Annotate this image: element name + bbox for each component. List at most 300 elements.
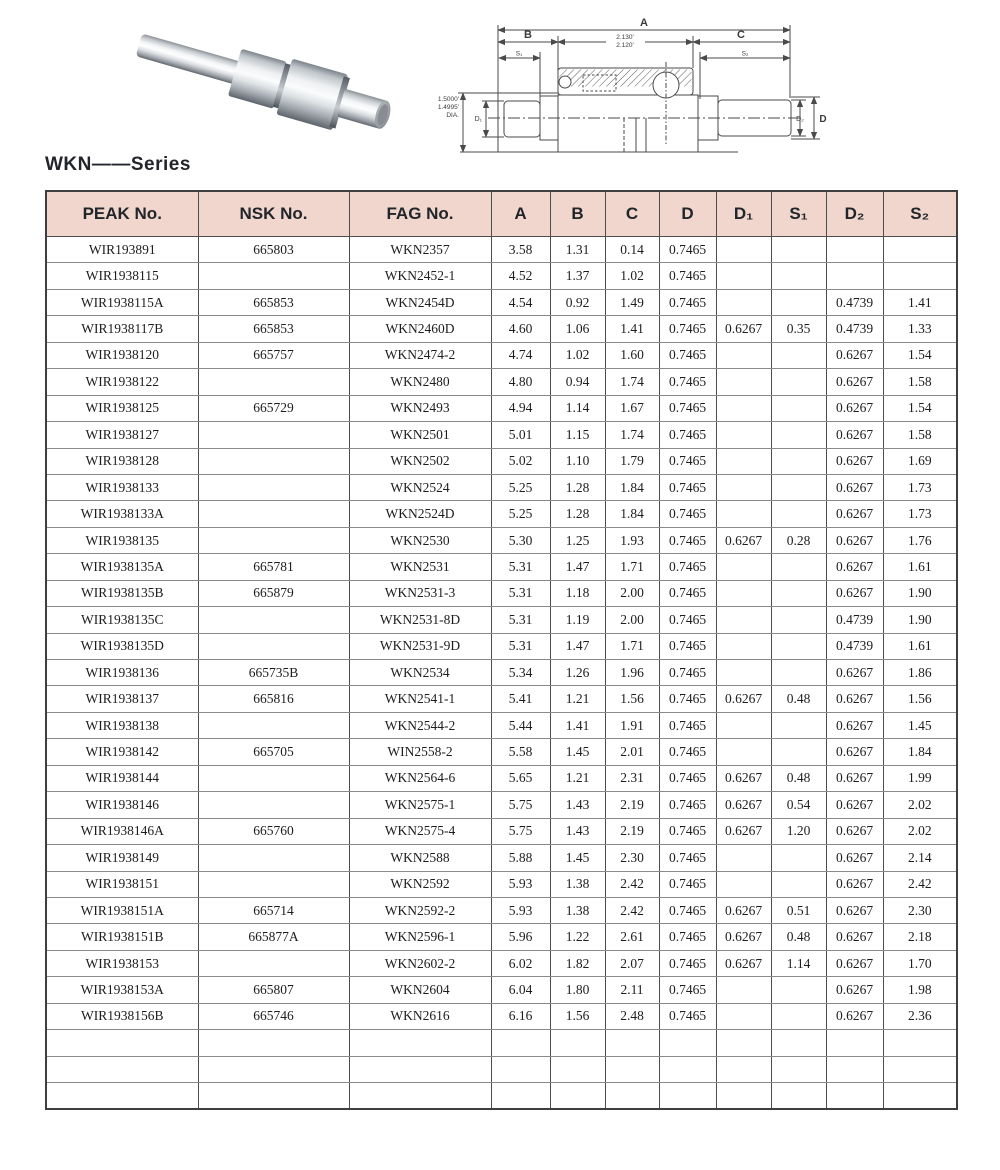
- table-cell: 665781: [198, 554, 349, 580]
- table-cell: [883, 263, 957, 289]
- table-cell: [883, 1056, 957, 1082]
- table-cell: 1.45: [883, 712, 957, 738]
- table-cell: 0.7465: [659, 289, 716, 315]
- table-cell: 1.41: [550, 712, 605, 738]
- table-cell: 0.7465: [659, 501, 716, 527]
- table-cell: [771, 1030, 826, 1056]
- table-cell: 0.6267: [826, 660, 883, 686]
- table-cell: WKN2531-3: [349, 580, 491, 606]
- table-cell: 665879: [198, 580, 349, 606]
- table-cell: 2.14: [883, 845, 957, 871]
- table-cell: [716, 501, 771, 527]
- label-D2: D₂: [796, 116, 804, 123]
- column-header: D₂: [826, 191, 883, 237]
- table-cell: 0.7465: [659, 395, 716, 421]
- table-cell: [771, 1003, 826, 1029]
- ball-small: [559, 76, 571, 88]
- table-cell: [771, 712, 826, 738]
- table-row: [46, 686, 957, 712]
- table-cell: [716, 448, 771, 474]
- table-cell: 0.6267: [716, 686, 771, 712]
- table-cell: WKN2592: [349, 871, 491, 897]
- table-cell: 1.21: [550, 765, 605, 791]
- table-cell: [198, 474, 349, 500]
- table-cell: 0.7465: [659, 342, 716, 368]
- table-cell: 5.41: [491, 686, 550, 712]
- table-cell: 1.61: [883, 554, 957, 580]
- table-cell: [716, 580, 771, 606]
- table-cell: 4.54: [491, 289, 550, 315]
- column-header: B: [550, 191, 605, 237]
- table-cell: 1.49: [605, 289, 659, 315]
- table-cell: 5.93: [491, 897, 550, 923]
- table-row: [46, 289, 957, 315]
- product-photo: [125, 8, 400, 153]
- label-S1: S₁: [515, 50, 523, 58]
- table-cell: 4.52: [491, 263, 550, 289]
- table-cell: 1.15: [550, 422, 605, 448]
- table-cell: 1.02: [550, 342, 605, 368]
- table-cell: 1.26: [550, 660, 605, 686]
- column-header: D: [659, 191, 716, 237]
- table-cell: 0.7465: [659, 686, 716, 712]
- table-cell: [826, 1083, 883, 1110]
- table-cell: 1.45: [550, 739, 605, 765]
- table-cell: 0.7465: [659, 712, 716, 738]
- table-cell: 1.82: [550, 950, 605, 976]
- table-cell: 1.99: [883, 765, 957, 791]
- table-cell: [659, 1030, 716, 1056]
- table-cell: [716, 633, 771, 659]
- table-cell: 1.56: [883, 686, 957, 712]
- table-cell: 1.18: [550, 580, 605, 606]
- table-cell: [883, 1083, 957, 1110]
- table-cell: WIR1938151: [46, 871, 198, 897]
- table-row: [46, 1030, 957, 1056]
- table-cell: 5.31: [491, 607, 550, 633]
- table-cell: WKN2564-6: [349, 765, 491, 791]
- table-cell: [198, 633, 349, 659]
- table-cell: [771, 289, 826, 315]
- table-cell: [771, 1083, 826, 1110]
- table-cell: [771, 369, 826, 395]
- table-cell: 0.6267: [826, 342, 883, 368]
- table-cell: 0.7465: [659, 369, 716, 395]
- table-cell: 665853: [198, 316, 349, 342]
- table-cell: [716, 1056, 771, 1082]
- table-cell: 665803: [198, 237, 349, 263]
- table-cell: [716, 977, 771, 1003]
- table-cell: 1.47: [550, 554, 605, 580]
- table-cell: 0.7465: [659, 897, 716, 923]
- table-cell: WIN2558-2: [349, 739, 491, 765]
- table-cell: [771, 501, 826, 527]
- table-cell: 0.4739: [826, 289, 883, 315]
- table-cell: 1.58: [883, 422, 957, 448]
- table-cell: WIR1938117B: [46, 316, 198, 342]
- table-cell: WIR1938135D: [46, 633, 198, 659]
- table-cell: 0.6267: [826, 818, 883, 844]
- table-cell: 2.42: [883, 871, 957, 897]
- table-row: [46, 501, 957, 527]
- table-cell: WIR1938128: [46, 448, 198, 474]
- table-cell: 0.7465: [659, 633, 716, 659]
- table-cell: 0.6267: [826, 924, 883, 950]
- table-cell: [491, 1030, 550, 1056]
- table-cell: 1.22: [550, 924, 605, 950]
- table-cell: 0.6267: [826, 527, 883, 553]
- table-cell: [716, 422, 771, 448]
- label-S2: S₂: [741, 50, 749, 58]
- table-row: [46, 765, 957, 791]
- table-cell: [659, 1083, 716, 1110]
- table-cell: [198, 792, 349, 818]
- table-cell: [716, 660, 771, 686]
- table-cell: WKN2596-1: [349, 924, 491, 950]
- table-cell: 0.35: [771, 316, 826, 342]
- label-B: B: [524, 29, 532, 41]
- table-cell: WIR1938135C: [46, 607, 198, 633]
- table-cell: [771, 845, 826, 871]
- table-cell: WKN2575-4: [349, 818, 491, 844]
- table-cell: 0.7465: [659, 765, 716, 791]
- table-cell: 1.84: [605, 501, 659, 527]
- table-cell: WIR1938135B: [46, 580, 198, 606]
- table-cell: 0.7465: [659, 1003, 716, 1029]
- table-cell: [659, 1056, 716, 1082]
- dimension-drawing: [438, 0, 1000, 162]
- table-cell: 1.61: [883, 633, 957, 659]
- table-cell: 1.33: [883, 316, 957, 342]
- table-cell: 665757: [198, 342, 349, 368]
- table-cell: [771, 580, 826, 606]
- table-cell: 1.47: [550, 633, 605, 659]
- label-D: D: [819, 114, 827, 125]
- table-cell: 0.6267: [826, 395, 883, 421]
- table-cell: 0.54: [771, 792, 826, 818]
- table-cell: WKN2357: [349, 237, 491, 263]
- table-cell: 0.4739: [826, 316, 883, 342]
- table-cell: 0.6267: [826, 845, 883, 871]
- table-cell: 5.44: [491, 712, 550, 738]
- column-header: D₁: [716, 191, 771, 237]
- table-cell: [826, 237, 883, 263]
- table-cell: 1.96: [605, 660, 659, 686]
- table-cell: 0.4739: [826, 607, 883, 633]
- table-cell: 2.19: [605, 818, 659, 844]
- table-cell: 0.7465: [659, 607, 716, 633]
- table-cell: [771, 633, 826, 659]
- table-cell: 0.6267: [826, 448, 883, 474]
- table-cell: [46, 1030, 198, 1056]
- table-cell: 2.19: [605, 792, 659, 818]
- table-cell: 0.28: [771, 527, 826, 553]
- table-cell: 2.02: [883, 792, 957, 818]
- label-center-dim-bottom: 2.120': [616, 42, 634, 49]
- table-row: [46, 1003, 957, 1029]
- table-cell: 1.41: [605, 316, 659, 342]
- table-cell: 1.73: [883, 474, 957, 500]
- table-cell: 2.42: [605, 897, 659, 923]
- table-cell: WIR1938135: [46, 527, 198, 553]
- table-cell: 1.19: [550, 607, 605, 633]
- table-cell: 0.4739: [826, 633, 883, 659]
- table-cell: [349, 1056, 491, 1082]
- table-cell: 0.14: [605, 237, 659, 263]
- table-cell: 0.7465: [659, 818, 716, 844]
- table-cell: 665807: [198, 977, 349, 1003]
- table-cell: [550, 1083, 605, 1110]
- table-cell: [826, 1056, 883, 1082]
- spec-table: [45, 190, 958, 1110]
- table-cell: [716, 237, 771, 263]
- table-cell: 5.96: [491, 924, 550, 950]
- table-cell: 0.7465: [659, 474, 716, 500]
- table-cell: 0.6267: [826, 501, 883, 527]
- table-cell: WIR1938156B: [46, 1003, 198, 1029]
- table-cell: WKN2604: [349, 977, 491, 1003]
- table-cell: 1.14: [771, 950, 826, 976]
- table-cell: 5.65: [491, 765, 550, 791]
- table-cell: [771, 474, 826, 500]
- table-cell: [826, 1030, 883, 1056]
- table-cell: [716, 845, 771, 871]
- table-row: [46, 263, 957, 289]
- table-row: [46, 474, 957, 500]
- table-cell: [198, 712, 349, 738]
- column-header: FAG No.: [349, 191, 491, 237]
- table-row: [46, 342, 957, 368]
- table-cell: 665877A: [198, 924, 349, 950]
- table-cell: [198, 950, 349, 976]
- table-cell: 2.31: [605, 765, 659, 791]
- table-cell: 2.42: [605, 871, 659, 897]
- table-cell: WIR1938149: [46, 845, 198, 871]
- table-cell: WIR1938146: [46, 792, 198, 818]
- table-cell: 0.94: [550, 369, 605, 395]
- column-header: PEAK No.: [46, 191, 198, 237]
- table-cell: WIR1938153: [46, 950, 198, 976]
- table-cell: 0.6267: [826, 554, 883, 580]
- table-row: [46, 237, 957, 263]
- table-cell: 5.93: [491, 871, 550, 897]
- table-cell: [349, 1030, 491, 1056]
- technical-diagram: [438, 0, 1000, 162]
- table-cell: 665853: [198, 289, 349, 315]
- table-cell: [198, 369, 349, 395]
- table-cell: 1.90: [883, 607, 957, 633]
- table-cell: 2.00: [605, 607, 659, 633]
- table-cell: WKN2544-2: [349, 712, 491, 738]
- table-cell: [46, 1056, 198, 1082]
- table-cell: WIR1938138: [46, 712, 198, 738]
- table-cell: WKN2480: [349, 369, 491, 395]
- table-cell: [198, 501, 349, 527]
- table-cell: 0.6267: [826, 871, 883, 897]
- table-cell: [771, 237, 826, 263]
- table-cell: 0.6267: [826, 474, 883, 500]
- table-cell: 0.6267: [826, 422, 883, 448]
- table-cell: 0.6267: [716, 897, 771, 923]
- table-cell: 665760: [198, 818, 349, 844]
- table-cell: 0.6267: [826, 977, 883, 1003]
- table-cell: 1.70: [883, 950, 957, 976]
- shaft-left-end: [504, 101, 540, 137]
- table-cell: 1.02: [605, 263, 659, 289]
- table-cell: [716, 1003, 771, 1029]
- table-cell: WKN2616: [349, 1003, 491, 1029]
- table-cell: WKN2531: [349, 554, 491, 580]
- table-cell: 0.6267: [826, 739, 883, 765]
- table-row: [46, 395, 957, 421]
- table-cell: [605, 1083, 659, 1110]
- table-cell: 1.28: [550, 474, 605, 500]
- table-cell: [716, 289, 771, 315]
- table-cell: 1.60: [605, 342, 659, 368]
- table-cell: 1.31: [550, 237, 605, 263]
- table-cell: WIR1938135A: [46, 554, 198, 580]
- table-cell: 5.75: [491, 818, 550, 844]
- table-cell: [716, 369, 771, 395]
- table-cell: 0.6267: [716, 818, 771, 844]
- table-cell: 1.91: [605, 712, 659, 738]
- table-cell: 0.48: [771, 686, 826, 712]
- table-cell: 1.14: [550, 395, 605, 421]
- table-cell: 0.48: [771, 765, 826, 791]
- column-header: S₁: [771, 191, 826, 237]
- column-header: A: [491, 191, 550, 237]
- table-cell: WKN2502: [349, 448, 491, 474]
- table-cell: 2.02: [883, 818, 957, 844]
- table-cell: 0.7465: [659, 448, 716, 474]
- table-cell: WIR1938151A: [46, 897, 198, 923]
- table-cell: [771, 1056, 826, 1082]
- table-row: [46, 660, 957, 686]
- table-cell: WKN2530: [349, 527, 491, 553]
- table-cell: 1.71: [605, 633, 659, 659]
- table-row: [46, 871, 957, 897]
- table-cell: 0.7465: [659, 660, 716, 686]
- table-cell: 1.67: [605, 395, 659, 421]
- table-row: [46, 977, 957, 1003]
- table-cell: 0.6267: [826, 712, 883, 738]
- table-cell: 1.80: [550, 977, 605, 1003]
- table-cell: [883, 237, 957, 263]
- table-cell: 2.36: [883, 1003, 957, 1029]
- table-cell: [349, 1083, 491, 1110]
- page-title: WKN——Series: [45, 154, 191, 175]
- table-cell: 1.98: [883, 977, 957, 1003]
- table-cell: WIR1938125: [46, 395, 198, 421]
- table-cell: WKN2493: [349, 395, 491, 421]
- table-cell: [198, 448, 349, 474]
- table-cell: WIR1938151B: [46, 924, 198, 950]
- table-cell: 0.92: [550, 289, 605, 315]
- table-cell: 2.30: [605, 845, 659, 871]
- table-row: [46, 845, 957, 871]
- table-cell: [716, 342, 771, 368]
- table-cell: 0.7465: [659, 263, 716, 289]
- table-cell: 1.25: [550, 527, 605, 553]
- table-row: [46, 316, 957, 342]
- table-cell: WKN2501: [349, 422, 491, 448]
- table-cell: 4.94: [491, 395, 550, 421]
- label-dia-3: DIA.: [446, 112, 459, 119]
- table-cell: 0.7465: [659, 316, 716, 342]
- table-cell: WIR193891: [46, 237, 198, 263]
- table-cell: [716, 395, 771, 421]
- table-cell: 5.25: [491, 501, 550, 527]
- table-cell: 2.18: [883, 924, 957, 950]
- table-cell: [716, 1030, 771, 1056]
- table-row: [46, 818, 957, 844]
- table-cell: [605, 1030, 659, 1056]
- table-cell: WKN2460D: [349, 316, 491, 342]
- table-cell: [198, 263, 349, 289]
- table-cell: 0.7465: [659, 924, 716, 950]
- table-cell: [716, 554, 771, 580]
- table-cell: 0.7465: [659, 845, 716, 871]
- table-cell: 0.6267: [826, 369, 883, 395]
- table-cell: 0.51: [771, 897, 826, 923]
- table-cell: 1.38: [550, 897, 605, 923]
- table-cell: 5.01: [491, 422, 550, 448]
- table-row: [46, 897, 957, 923]
- label-dia-2: 1.4995': [438, 104, 459, 111]
- label-A: A: [640, 17, 648, 29]
- table-cell: WKN2592-2: [349, 897, 491, 923]
- table-cell: 0.6267: [826, 686, 883, 712]
- table-cell: [198, 871, 349, 897]
- table-cell: 5.30: [491, 527, 550, 553]
- column-header: NSK No.: [198, 191, 349, 237]
- table-cell: [716, 474, 771, 500]
- header-row: [46, 191, 957, 237]
- table-cell: [198, 1030, 349, 1056]
- table-cell: [771, 422, 826, 448]
- table-cell: 0.7465: [659, 950, 716, 976]
- table-cell: 4.60: [491, 316, 550, 342]
- table-cell: 0.6267: [716, 527, 771, 553]
- table-cell: [491, 1083, 550, 1110]
- table-cell: 0.6267: [826, 1003, 883, 1029]
- table-cell: 0.6267: [716, 792, 771, 818]
- table-cell: 5.31: [491, 554, 550, 580]
- table-cell: WKN2474-2: [349, 342, 491, 368]
- table-cell: [716, 739, 771, 765]
- table-row: [46, 369, 957, 395]
- table-cell: WIR1938153A: [46, 977, 198, 1003]
- table-cell: 0.7465: [659, 871, 716, 897]
- table-cell: 0.7465: [659, 422, 716, 448]
- table-cell: WKN2588: [349, 845, 491, 871]
- table-cell: WIR1938115: [46, 263, 198, 289]
- label-center-dim-top: 2.130': [616, 34, 634, 41]
- table-cell: 1.06: [550, 316, 605, 342]
- table-row: [46, 924, 957, 950]
- table-cell: 1.69: [883, 448, 957, 474]
- table-cell: 1.28: [550, 501, 605, 527]
- table-cell: 0.6267: [826, 792, 883, 818]
- table-cell: [771, 660, 826, 686]
- table-cell: 1.84: [605, 474, 659, 500]
- table-cell: 5.02: [491, 448, 550, 474]
- table-cell: 665816: [198, 686, 349, 712]
- table-cell: [198, 1056, 349, 1082]
- table-cell: 1.20: [771, 818, 826, 844]
- table-cell: 1.84: [883, 739, 957, 765]
- table-cell: 5.31: [491, 633, 550, 659]
